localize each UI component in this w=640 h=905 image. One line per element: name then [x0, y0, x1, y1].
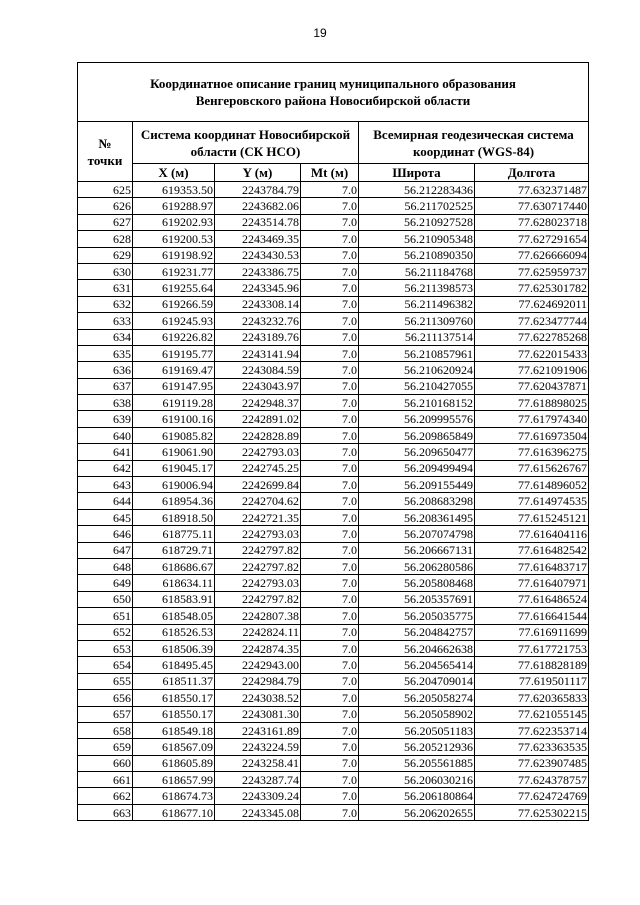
mt-cell: 7.0: [301, 231, 359, 247]
mt-cell: 7.0: [301, 526, 359, 542]
mt-cell: 7.0: [301, 772, 359, 788]
mt-cell: 7.0: [301, 804, 359, 820]
mt-cell: 7.0: [301, 608, 359, 624]
latitude-cell: 56.206202655: [359, 804, 475, 820]
table-title-line1: Координатное описание границ муниципального образования: [150, 76, 516, 91]
y-cell: 2242891.02: [215, 411, 301, 427]
latitude-cell: 56.211309760: [359, 313, 475, 329]
mt-cell: 7.0: [301, 542, 359, 558]
mt-cell: 7.0: [301, 788, 359, 804]
y-cell: 2243161.89: [215, 722, 301, 738]
table-row: [78, 608, 589, 624]
latitude-cell: 56.204709014: [359, 673, 475, 689]
table-row: [78, 739, 589, 755]
y-cell: 2243224.59: [215, 739, 301, 755]
point-number-cell: 657: [78, 706, 133, 722]
longitude-cell: 77.615245121: [475, 509, 589, 525]
point-number-cell: 636: [78, 362, 133, 378]
point-number-cell: 627: [78, 214, 133, 230]
point-number-cell: 659: [78, 739, 133, 755]
longitude-cell: 77.614974535: [475, 493, 589, 509]
point-number-cell: 660: [78, 755, 133, 771]
y-cell: 2243081.30: [215, 706, 301, 722]
mt-cell: 7.0: [301, 706, 359, 722]
table-body: [78, 182, 589, 821]
table-row: [78, 673, 589, 689]
x-cell: 618583.91: [133, 591, 215, 607]
table-row: [78, 280, 589, 296]
table-row: [78, 477, 589, 493]
latitude-cell: 56.205035775: [359, 608, 475, 624]
table-row: [78, 640, 589, 656]
latitude-cell: 56.210890350: [359, 247, 475, 263]
y-cell: 2243043.97: [215, 378, 301, 394]
table-row: [78, 788, 589, 804]
mt-cell: 7.0: [301, 345, 359, 361]
x-cell: 619119.28: [133, 395, 215, 411]
table-row: [78, 558, 589, 574]
x-cell: 618686.67: [133, 558, 215, 574]
header-longitude: Долгота: [475, 164, 589, 182]
longitude-cell: 77.617721753: [475, 640, 589, 656]
longitude-cell: 77.616483717: [475, 558, 589, 574]
x-cell: 619255.64: [133, 280, 215, 296]
point-number-cell: 649: [78, 575, 133, 591]
point-number-cell: 643: [78, 477, 133, 493]
x-cell: 618918.50: [133, 509, 215, 525]
y-cell: 2243308.14: [215, 296, 301, 312]
point-number-cell: 631: [78, 280, 133, 296]
point-number-cell: 661: [78, 772, 133, 788]
longitude-cell: 77.620437871: [475, 378, 589, 394]
table-row: [78, 624, 589, 640]
latitude-cell: 56.212283436: [359, 182, 475, 198]
longitude-cell: 77.616404116: [475, 526, 589, 542]
mt-cell: 7.0: [301, 624, 359, 640]
latitude-cell: 56.207074798: [359, 526, 475, 542]
mt-cell: 7.0: [301, 739, 359, 755]
x-cell: 618954.36: [133, 493, 215, 509]
mt-cell: 7.0: [301, 690, 359, 706]
latitude-cell: 56.205058902: [359, 706, 475, 722]
mt-cell: 7.0: [301, 657, 359, 673]
longitude-cell: 77.618828189: [475, 657, 589, 673]
longitude-cell: 77.622015433: [475, 345, 589, 361]
mt-cell: 7.0: [301, 460, 359, 476]
longitude-cell: 77.621091906: [475, 362, 589, 378]
longitude-cell: 77.623907485: [475, 755, 589, 771]
x-cell: 618567.09: [133, 739, 215, 755]
header-mt: Mt (м): [301, 164, 359, 182]
point-number-cell: 662: [78, 788, 133, 804]
latitude-cell: 56.209865849: [359, 427, 475, 443]
point-number-cell: 632: [78, 296, 133, 312]
x-cell: 618550.17: [133, 690, 215, 706]
x-cell: 618548.05: [133, 608, 215, 624]
y-cell: 2243682.06: [215, 198, 301, 214]
longitude-cell: 77.622353714: [475, 722, 589, 738]
latitude-cell: 56.206030216: [359, 772, 475, 788]
coordinates-table: [77, 62, 589, 821]
point-number-cell: 635: [78, 345, 133, 361]
table-row: [78, 706, 589, 722]
longitude-cell: 77.630717440: [475, 198, 589, 214]
mt-cell: 7.0: [301, 493, 359, 509]
mt-cell: 7.0: [301, 214, 359, 230]
table-row: [78, 575, 589, 591]
latitude-cell: 56.210427055: [359, 378, 475, 394]
header-point-number-label: точки: [87, 152, 123, 168]
x-cell: 619045.17: [133, 460, 215, 476]
y-cell: 2243287.74: [215, 772, 301, 788]
point-number-cell: 625: [78, 182, 133, 198]
mt-cell: 7.0: [301, 558, 359, 574]
latitude-cell: 56.208361495: [359, 509, 475, 525]
x-cell: 618550.17: [133, 706, 215, 722]
latitude-cell: 56.206180864: [359, 788, 475, 804]
y-cell: 2242793.03: [215, 575, 301, 591]
mt-cell: 7.0: [301, 673, 359, 689]
header-point-number-symbol: №: [98, 135, 112, 151]
table-row: [78, 460, 589, 476]
mt-cell: 7.0: [301, 378, 359, 394]
longitude-cell: 77.625301782: [475, 280, 589, 296]
table-row: [78, 345, 589, 361]
table-row: [78, 509, 589, 525]
point-number-cell: 633: [78, 313, 133, 329]
table-row: [78, 755, 589, 771]
x-cell: 619006.94: [133, 477, 215, 493]
x-cell: 619226.82: [133, 329, 215, 345]
table-row: [78, 427, 589, 443]
point-number-cell: 626: [78, 198, 133, 214]
table-row: [78, 198, 589, 214]
mt-cell: 7.0: [301, 313, 359, 329]
longitude-cell: 77.616407971: [475, 575, 589, 591]
y-cell: 2243189.76: [215, 329, 301, 345]
longitude-cell: 77.616396275: [475, 444, 589, 460]
table-row: [78, 772, 589, 788]
mt-cell: 7.0: [301, 722, 359, 738]
latitude-cell: 56.204842757: [359, 624, 475, 640]
longitude-cell: 77.621055145: [475, 706, 589, 722]
y-cell: 2242984.79: [215, 673, 301, 689]
table-row: [78, 542, 589, 558]
longitude-cell: 77.623363535: [475, 739, 589, 755]
longitude-cell: 77.617974340: [475, 411, 589, 427]
latitude-cell: 56.209155449: [359, 477, 475, 493]
point-number-cell: 654: [78, 657, 133, 673]
y-cell: 2243430.53: [215, 247, 301, 263]
y-cell: 2242704.62: [215, 493, 301, 509]
x-cell: 618677.10: [133, 804, 215, 820]
mt-cell: 7.0: [301, 444, 359, 460]
latitude-cell: 56.204565414: [359, 657, 475, 673]
point-number-cell: 629: [78, 247, 133, 263]
table-row: [78, 395, 589, 411]
table-title-line2: Венгеровского района Новосибирской области: [195, 93, 471, 108]
x-cell: 619085.82: [133, 427, 215, 443]
x-cell: 619231.77: [133, 263, 215, 279]
point-number-cell: 658: [78, 722, 133, 738]
mt-cell: 7.0: [301, 263, 359, 279]
point-number-cell: 639: [78, 411, 133, 427]
latitude-cell: 56.209499494: [359, 460, 475, 476]
y-cell: 2243258.41: [215, 755, 301, 771]
y-cell: 2242745.25: [215, 460, 301, 476]
longitude-cell: 77.619501117: [475, 673, 589, 689]
table-row: [78, 362, 589, 378]
y-cell: 2243232.76: [215, 313, 301, 329]
latitude-cell: 56.205808468: [359, 575, 475, 591]
mt-cell: 7.0: [301, 247, 359, 263]
latitude-cell: 56.205561885: [359, 755, 475, 771]
point-number-cell: 653: [78, 640, 133, 656]
header-wgs-line2: координат (WGS-84): [412, 143, 535, 159]
point-number-cell: 647: [78, 542, 133, 558]
point-number-cell: 644: [78, 493, 133, 509]
table-row: [78, 296, 589, 312]
latitude-cell: 56.211398573: [359, 280, 475, 296]
x-cell: 619100.16: [133, 411, 215, 427]
point-number-cell: 648: [78, 558, 133, 574]
x-cell: 619169.47: [133, 362, 215, 378]
latitude-cell: 56.211702525: [359, 198, 475, 214]
longitude-cell: 77.627291654: [475, 231, 589, 247]
y-cell: 2243345.08: [215, 804, 301, 820]
y-cell: 2242943.00: [215, 657, 301, 673]
latitude-cell: 56.211496382: [359, 296, 475, 312]
x-cell: 619245.93: [133, 313, 215, 329]
table-row: [78, 378, 589, 394]
longitude-cell: 77.616482542: [475, 542, 589, 558]
mt-cell: 7.0: [301, 329, 359, 345]
point-number-cell: 630: [78, 263, 133, 279]
table-row: [78, 329, 589, 345]
mt-cell: 7.0: [301, 427, 359, 443]
longitude-cell: 77.616973504: [475, 427, 589, 443]
latitude-cell: 56.206667131: [359, 542, 475, 558]
point-number-cell: 634: [78, 329, 133, 345]
header-y: Y (м): [215, 164, 301, 182]
x-cell: 619266.59: [133, 296, 215, 312]
table-row: [78, 526, 589, 542]
x-cell: 618605.89: [133, 755, 215, 771]
mt-cell: 7.0: [301, 640, 359, 656]
table-row: [78, 493, 589, 509]
longitude-cell: 77.622785268: [475, 329, 589, 345]
point-number-cell: 645: [78, 509, 133, 525]
header-local-system: [133, 122, 359, 164]
x-cell: 619200.53: [133, 231, 215, 247]
table-row: [78, 231, 589, 247]
longitude-cell: 77.626666094: [475, 247, 589, 263]
latitude-cell: 56.205212936: [359, 739, 475, 755]
point-number-cell: 638: [78, 395, 133, 411]
x-cell: 619353.50: [133, 182, 215, 198]
latitude-cell: 56.205051183: [359, 722, 475, 738]
table-row: [78, 247, 589, 263]
latitude-cell: 56.209995576: [359, 411, 475, 427]
latitude-cell: 56.205357691: [359, 591, 475, 607]
y-cell: 2242874.35: [215, 640, 301, 656]
longitude-cell: 77.615626767: [475, 460, 589, 476]
latitude-cell: 56.210905348: [359, 231, 475, 247]
x-cell: 618657.99: [133, 772, 215, 788]
y-cell: 2242828.89: [215, 427, 301, 443]
mt-cell: 7.0: [301, 362, 359, 378]
x-cell: 618506.39: [133, 640, 215, 656]
y-cell: 2242793.03: [215, 526, 301, 542]
x-cell: 618775.11: [133, 526, 215, 542]
x-cell: 619198.92: [133, 247, 215, 263]
latitude-cell: 56.211184768: [359, 263, 475, 279]
point-number-cell: 637: [78, 378, 133, 394]
y-cell: 2243345.96: [215, 280, 301, 296]
header-wgs-system: [359, 122, 589, 164]
x-cell: 618674.73: [133, 788, 215, 804]
longitude-cell: 77.625302215: [475, 804, 589, 820]
y-cell: 2242948.37: [215, 395, 301, 411]
table-row: [78, 182, 589, 198]
longitude-cell: 77.624724769: [475, 788, 589, 804]
mt-cell: 7.0: [301, 477, 359, 493]
point-number-cell: 656: [78, 690, 133, 706]
point-number-cell: 652: [78, 624, 133, 640]
longitude-cell: 77.614896052: [475, 477, 589, 493]
longitude-cell: 77.623477744: [475, 313, 589, 329]
point-number-cell: 655: [78, 673, 133, 689]
y-cell: 2242797.82: [215, 558, 301, 574]
table-row: [78, 444, 589, 460]
longitude-cell: 77.616641544: [475, 608, 589, 624]
mt-cell: 7.0: [301, 395, 359, 411]
page-number: 19: [313, 26, 327, 40]
point-number-cell: 642: [78, 460, 133, 476]
point-number-cell: 651: [78, 608, 133, 624]
y-cell: 2243309.24: [215, 788, 301, 804]
table-row: [78, 591, 589, 607]
table-row: [78, 411, 589, 427]
y-cell: 2243784.79: [215, 182, 301, 198]
y-cell: 2242797.82: [215, 542, 301, 558]
mt-cell: 7.0: [301, 296, 359, 312]
longitude-cell: 77.624692011: [475, 296, 589, 312]
header-point-number: [78, 122, 133, 182]
point-number-cell: 640: [78, 427, 133, 443]
mt-cell: 7.0: [301, 575, 359, 591]
header-wgs-line1: Всемирная геодезическая система: [373, 126, 574, 142]
y-cell: 2242824.11: [215, 624, 301, 640]
x-cell: 619195.77: [133, 345, 215, 361]
point-number-cell: 646: [78, 526, 133, 542]
mt-cell: 7.0: [301, 509, 359, 525]
latitude-cell: 56.210927528: [359, 214, 475, 230]
x-cell: 618729.71: [133, 542, 215, 558]
header-local-system-line2: области (СК НСО): [190, 143, 301, 159]
longitude-cell: 77.625959737: [475, 263, 589, 279]
x-cell: 618511.37: [133, 673, 215, 689]
x-cell: 618526.53: [133, 624, 215, 640]
point-number-cell: 641: [78, 444, 133, 460]
table-title: [78, 63, 589, 122]
y-cell: 2242793.03: [215, 444, 301, 460]
header-local-system-line1: Система координат Новосибирской: [140, 126, 351, 142]
x-cell: 618634.11: [133, 575, 215, 591]
latitude-cell: 56.210857961: [359, 345, 475, 361]
mt-cell: 7.0: [301, 280, 359, 296]
y-cell: 2242807.38: [215, 608, 301, 624]
x-cell: 618495.45: [133, 657, 215, 673]
latitude-cell: 56.211137514: [359, 329, 475, 345]
point-number-cell: 628: [78, 231, 133, 247]
latitude-cell: 56.205058274: [359, 690, 475, 706]
y-cell: 2242797.82: [215, 591, 301, 607]
y-cell: 2242721.35: [215, 509, 301, 525]
table-row: [78, 804, 589, 820]
x-cell: 619202.93: [133, 214, 215, 230]
latitude-cell: 56.210620924: [359, 362, 475, 378]
mt-cell: 7.0: [301, 591, 359, 607]
table-row: [78, 214, 589, 230]
table-row: [78, 263, 589, 279]
table-row: [78, 313, 589, 329]
longitude-cell: 77.632371487: [475, 182, 589, 198]
y-cell: 2243514.78: [215, 214, 301, 230]
y-cell: 2243469.35: [215, 231, 301, 247]
mt-cell: 7.0: [301, 755, 359, 771]
table-row: [78, 722, 589, 738]
header-latitude: Широта: [359, 164, 475, 182]
latitude-cell: 56.208683298: [359, 493, 475, 509]
y-cell: 2242699.84: [215, 477, 301, 493]
longitude-cell: 77.618898025: [475, 395, 589, 411]
longitude-cell: 77.620365833: [475, 690, 589, 706]
mt-cell: 7.0: [301, 198, 359, 214]
latitude-cell: 56.209650477: [359, 444, 475, 460]
x-cell: 619061.90: [133, 444, 215, 460]
longitude-cell: 77.624378757: [475, 772, 589, 788]
x-cell: 618549.18: [133, 722, 215, 738]
table-row: [78, 690, 589, 706]
longitude-cell: 77.616486524: [475, 591, 589, 607]
y-cell: 2243084.59: [215, 362, 301, 378]
y-cell: 2243141.94: [215, 345, 301, 361]
latitude-cell: 56.204662638: [359, 640, 475, 656]
y-cell: 2243038.52: [215, 690, 301, 706]
longitude-cell: 77.616911699: [475, 624, 589, 640]
x-cell: 619288.97: [133, 198, 215, 214]
latitude-cell: 56.206280586: [359, 558, 475, 574]
mt-cell: 7.0: [301, 182, 359, 198]
header-x: X (м): [133, 164, 215, 182]
mt-cell: 7.0: [301, 411, 359, 427]
x-cell: 619147.95: [133, 378, 215, 394]
point-number-cell: 663: [78, 804, 133, 820]
table-row: [78, 657, 589, 673]
point-number-cell: 650: [78, 591, 133, 607]
y-cell: 2243386.75: [215, 263, 301, 279]
longitude-cell: 77.628023718: [475, 214, 589, 230]
latitude-cell: 56.210168152: [359, 395, 475, 411]
